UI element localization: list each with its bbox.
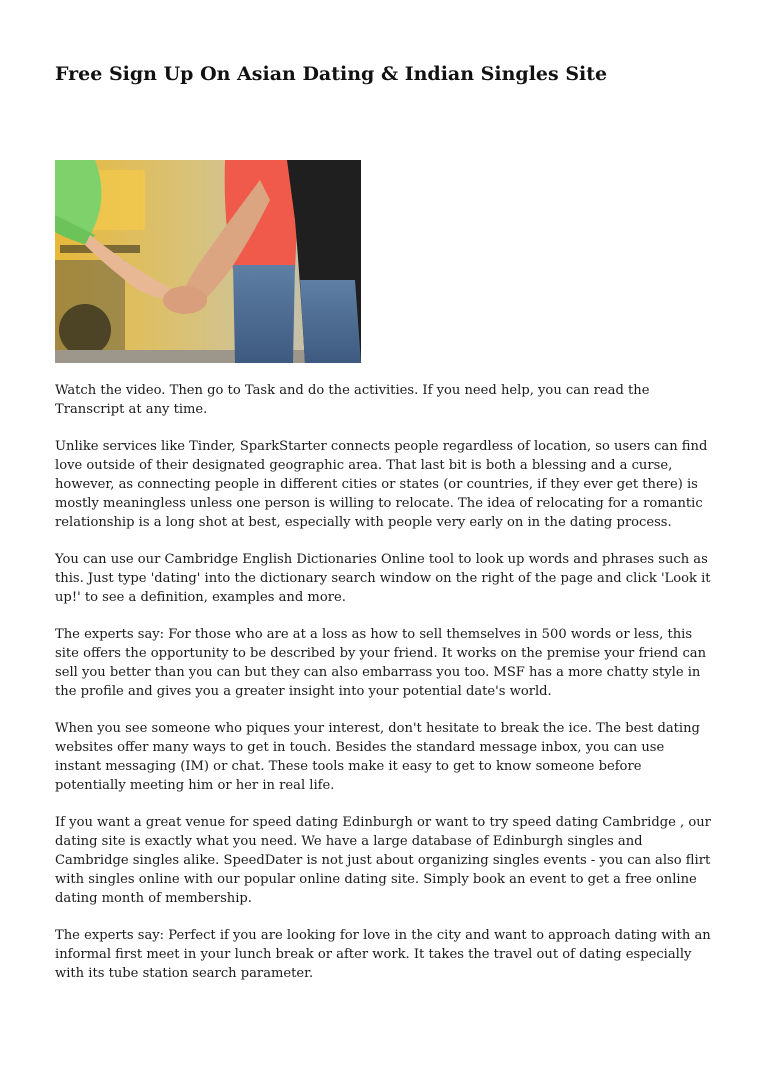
paragraph: The experts say: Perfect if you are looking for love in the city and want to approach dating with an informal first meet in your lunch break or after work. It takes the travel out of dating especially with its tube station search parameter.: [55, 928, 711, 981]
paragraph: If you want a great venue for speed dating Edinburgh or want to try speed dating Cambridge , our dating site is exactly what you need. We have a large database of Edinburgh singles and Cambridge singles alike. SpeedDater is not just about organizing singles events - you can also flirt with singles online with our popular online dating site. Simply book an event to get a free online dating month of membership.: [55, 815, 711, 906]
paragraph: When you see someone who piques your interest, don't hesitate to break the ice. The best dating websites offer many ways to get in touch. Besides the standard message inbox, you can use instant messaging (IM) or chat. These tools make it easy to get to know someone before potentially meeting him or her in real life.: [55, 721, 700, 793]
paragraph: The experts say: For those who are at a loss as how to sell themselves in 500 words or less, this site offers the opportunity to be described by your friend. It works on the premise your friend can sell you better than you can but they can also embarrass you too. MSF has a more chatty style in the profile and gives you a greater insight into your potential date's world.: [55, 627, 707, 699]
couple-holding-hands-photo: [55, 160, 361, 363]
paragraph: You can use our Cambridge English Dictionaries Online tool to look up words and phrases such as this. Just type 'dating' into the dictionary search window on the right of the page and click 'Look it up!' to see a definition, examples and more.: [55, 552, 711, 605]
paragraph: Unlike services like Tinder, SparkStarter connects people regardless of location, so users can find love outside of their designated geographic area. That last bit is both a blessing and a curse, however, as connecting people in different cities or states (or countries, if they ever get there) is mostly meaningless unless one person is willing to relocate. The idea of relocating for a romantic relationship is a long shot at best, especially with people very early on in the dating process.: [55, 439, 708, 530]
paragraph: Watch the video. Then go to Task and do the activities. If you need help, you can read the Transcript at any time.: [55, 383, 650, 417]
page-title: Free Sign Up On Asian Dating & Indian Singles Site: [55, 63, 608, 85]
article-body: [55, 382, 713, 1002]
